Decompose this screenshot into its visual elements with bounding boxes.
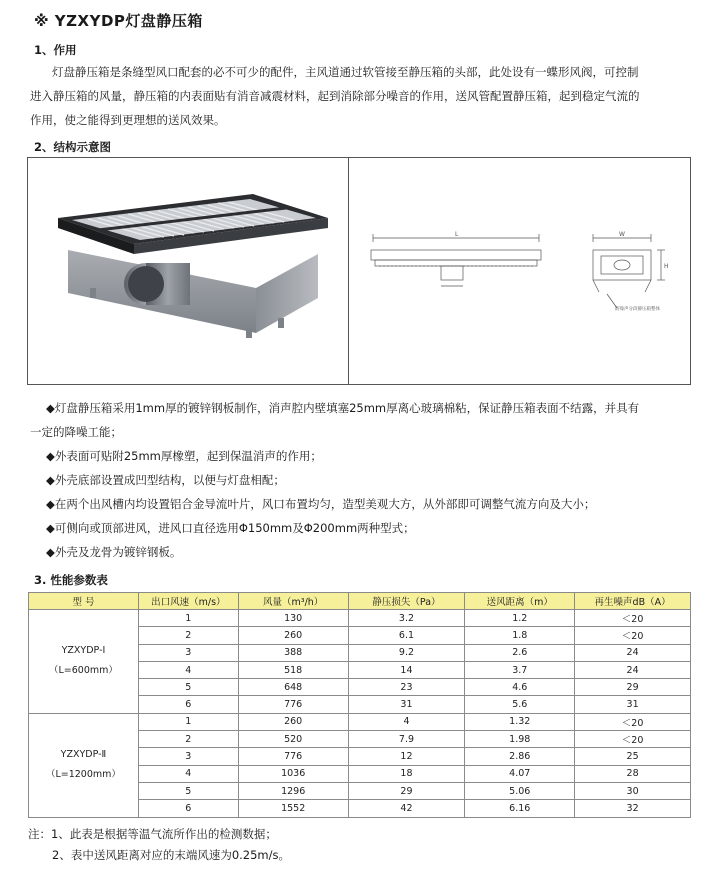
table-row: [29, 610, 691, 627]
table-cell: ＜20: [575, 627, 691, 644]
table-cell: 520: [238, 731, 348, 748]
dim-label-h: H: [664, 263, 669, 270]
table-cell: ＜20: [575, 610, 691, 627]
model-name: YZXYDP-Ⅰ: [61, 645, 106, 657]
table-cell: 776: [238, 748, 348, 765]
table-cell: 23: [348, 679, 465, 696]
table-cell: 25: [575, 748, 691, 765]
table-cell: 18: [348, 765, 465, 782]
table-cell: 4.07: [465, 765, 575, 782]
table-cell: 7.9: [348, 731, 465, 748]
dim-label-w: W: [619, 231, 625, 238]
feature-bullet-1: ◆灯盘静压箱采用1mm厚的镀锌钢板制作，消声腔内壁填塞25mm厚离心玻璃棉粘，保证静压箱表面不结露，并具有: [46, 401, 640, 415]
section-heading-function: 1、作用: [34, 43, 77, 57]
table-cell: 4: [138, 661, 238, 678]
table-header-row: [29, 593, 691, 610]
section-heading-performance: 3. 性能参数表: [34, 573, 108, 587]
table-cell: 31: [348, 696, 465, 713]
table-cell: 14: [348, 661, 465, 678]
table-cell: 1296: [238, 782, 348, 799]
table-cell: 5.6: [465, 696, 575, 713]
table-cell: ＜20: [575, 731, 691, 748]
model-cell: [29, 713, 139, 817]
table-cell: 1.8: [465, 627, 575, 644]
header-throw-distance: 送风距离（m）: [465, 593, 575, 610]
table-cell: 3: [138, 644, 238, 661]
table-cell: 3.2: [348, 610, 465, 627]
table-cell: 3.7: [465, 661, 575, 678]
table-cell: 1036: [238, 765, 348, 782]
table-cell: 6: [138, 696, 238, 713]
table-cell: ＜20: [575, 713, 691, 730]
feature-bullet-4: ◆在两个出风槽内均设置铝合金导流叶片，风口布置均匀，造型美观大方，从外部即可调整气流方向及大小；: [46, 497, 596, 511]
table-cell: 6: [138, 800, 238, 817]
feature-bullet-2: ◆外表面可贴附25mm厚橡塑，起到保温消声的作用；: [46, 449, 322, 463]
model-length: （L=600mm）: [49, 665, 118, 677]
drawing-note: 防噪声分段静压箱整体: [615, 307, 660, 312]
section-heading-structure: 2、结构示意图: [34, 140, 112, 154]
table-cell: 29: [575, 679, 691, 696]
table-cell: 30: [575, 782, 691, 799]
table-cell: 388: [238, 644, 348, 661]
table-cell: 1.2: [465, 610, 575, 627]
feature-bullet-5: ◆可侧向或顶部进风，进风口直径选用Φ150mm及Φ200mm两种型式；: [46, 521, 415, 535]
structure-figure: [27, 157, 691, 385]
table-cell: 648: [238, 679, 348, 696]
table-cell: 28: [575, 765, 691, 782]
table-cell: 260: [238, 713, 348, 730]
table-cell: 776: [238, 696, 348, 713]
table-cell: 5: [138, 782, 238, 799]
table-cell: 3: [138, 748, 238, 765]
table-cell: 2: [138, 731, 238, 748]
table-cell: 518: [238, 661, 348, 678]
header-model: 型 号: [29, 593, 139, 610]
table-cell: 24: [575, 644, 691, 661]
feature-bullet-3: ◆外壳底部设置成凹型结构，以便与灯盘相配；: [46, 473, 285, 487]
table-cell: 2.86: [465, 748, 575, 765]
table-cell: 1552: [238, 800, 348, 817]
header-noise: 再生噪声dB（A）: [575, 593, 691, 610]
table-cell: 4.6: [465, 679, 575, 696]
table-cell: 260: [238, 627, 348, 644]
table-cell: 1.32: [465, 713, 575, 730]
table-cell: 6.1: [348, 627, 465, 644]
table-cell: 1.98: [465, 731, 575, 748]
table-cell: 4: [138, 765, 238, 782]
table-cell: 42: [348, 800, 465, 817]
dim-label-l: L: [455, 231, 459, 238]
table-cell: 6.16: [465, 800, 575, 817]
header-pressure-loss: 静压损失（Pa）: [348, 593, 465, 610]
model-name: YZXYDP-Ⅱ: [60, 749, 107, 761]
function-line-3: 作用，使之能得到更理想的送风效果。: [30, 113, 226, 127]
note-1: 注：1、此表是根据等温气流所作出的检测数据；: [28, 827, 277, 841]
table-cell: 31: [575, 696, 691, 713]
table-cell: 5: [138, 679, 238, 696]
feature-bullet-1-cont: 一定的降噪工能；: [30, 425, 122, 439]
model-cell: [29, 610, 139, 714]
plenum-box-illustration: [28, 158, 346, 384]
header-airflow: 风量（m³/h）: [238, 593, 348, 610]
table-row: [29, 713, 691, 730]
table-cell: 2.6: [465, 644, 575, 661]
dimension-drawing: [349, 158, 689, 384]
table-cell: 24: [575, 661, 691, 678]
function-line-2: 进入静压箱的风量，静压箱的内表面贴有消音减震材料，起到消除部分噪音的作用，送风管配置静压箱，起到稳定气流的: [30, 89, 640, 103]
table-cell: 29: [348, 782, 465, 799]
table-cell: 4: [348, 713, 465, 730]
table-cell: 130: [238, 610, 348, 627]
table-cell: 1: [138, 713, 238, 730]
table-cell: 1: [138, 610, 238, 627]
header-outlet-velocity: 出口风速（m/s）: [138, 593, 238, 610]
note-2: 2、表中送风距离对应的末端风速为0.25m/s。: [52, 848, 290, 862]
model-length: （L=1200mm）: [45, 769, 121, 781]
feature-bullet-6: ◆外壳及龙骨为镀锌钢板。: [46, 545, 182, 559]
table-cell: 9.2: [348, 644, 465, 661]
table-cell: 12: [348, 748, 465, 765]
page-title: ※ YZXYDP灯盘静压箱: [34, 12, 203, 30]
table-cell: 2: [138, 627, 238, 644]
table-cell: 5.06: [465, 782, 575, 799]
performance-table: [28, 592, 691, 818]
function-line-1: 灯盘静压箱是条缝型风口配套的必不可少的配件，主风道通过软管接至静压箱的头部，此处设有一蝶形风阀，可控制: [52, 65, 639, 79]
table-cell: 32: [575, 800, 691, 817]
